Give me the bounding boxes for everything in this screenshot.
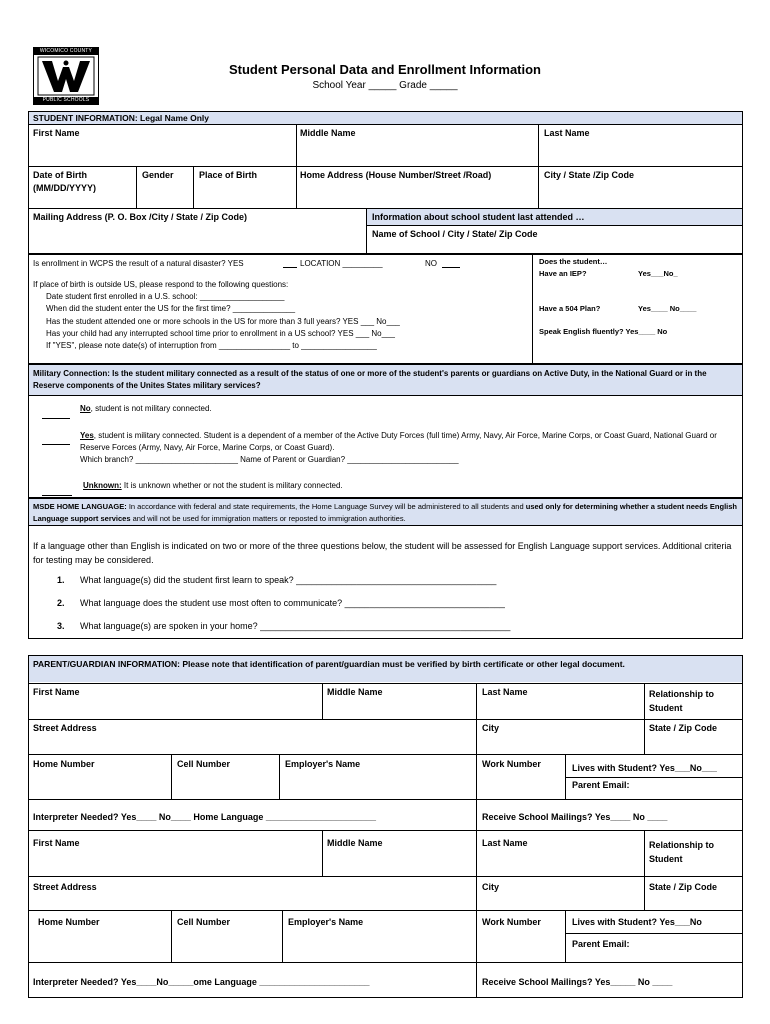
military-unknown-option bbox=[83, 481, 343, 490]
disaster-yes-blank[interactable] bbox=[283, 259, 297, 268]
military-yes-blank[interactable] bbox=[42, 436, 70, 445]
parent2-street-label: Street Address bbox=[33, 882, 97, 892]
does-student-label: Does the student… bbox=[539, 257, 608, 266]
parent2-interpreter-line: Interpreter Needed? Yes____No_____ome Language ______________________ bbox=[33, 977, 370, 987]
military-yes-option bbox=[80, 430, 720, 454]
parent2-lives-with-label: Lives with Student? Yes___No bbox=[572, 917, 702, 927]
language-q3-number: 3. bbox=[57, 621, 65, 631]
parent2-middle-name-label: Middle Name bbox=[327, 838, 383, 848]
parent2-cell-number-label: Cell Number bbox=[177, 917, 231, 927]
plan504-options: Yes____ No____ bbox=[638, 304, 697, 313]
language-notice-mid: In accordance with federal and state requirements, the Home Language Survey will be administered to all students and bbox=[126, 502, 526, 511]
last-school-title: Information about school student last attended … bbox=[372, 212, 585, 222]
military-unknown-blank[interactable] bbox=[42, 487, 72, 496]
language-intro: If a language other than English is indicated on two or more of the three questions below, the student will be assessed for English Language support services. Additional criteria for testing may be considered. bbox=[33, 541, 732, 565]
school-year-grade: School Year _____ Grade _____ bbox=[312, 80, 458, 91]
first-time-us-question: When did the student enter the US for the first time? ______________ bbox=[46, 304, 296, 313]
disaster-question: Is enrollment in WCPS the result of a natural disaster? YES bbox=[33, 259, 244, 268]
parent2-employer-label: Employer's Name bbox=[288, 917, 364, 927]
disaster-no: NO bbox=[425, 259, 437, 268]
military-branch-line: Which branch? _______________________ Name of Parent or Guardian? _________________________ bbox=[80, 455, 459, 464]
student-section-header bbox=[29, 112, 742, 124]
parent1-mailings-line: Receive School Mailings? Yes____ No ____ bbox=[482, 812, 668, 822]
parent1-relationship-label: Relationship to Student bbox=[649, 689, 714, 713]
form-title: Student Personal Data and Enrollment Information bbox=[228, 62, 542, 77]
interrupted-school-question: Has your child had any interrupted school time prior to enrollment in a US school? YES ___ No___ bbox=[46, 329, 395, 338]
dob-format-label: (MM/DD/YYYY) bbox=[33, 183, 96, 193]
interruption-dates: If "YES", please note date(s) of interruption from ________________ to _________________ bbox=[46, 341, 377, 350]
parent2-relationship-label: Relationship to Student bbox=[649, 840, 714, 864]
parent1-interpreter-line: Interpreter Needed? Yes____ No____ Home Language ______________________ bbox=[33, 812, 377, 822]
military-yes-text: , student is military connected. Student is a dependent of a member of the Active Duty Forces (full time) Army, Navy, Air Force, Marine Corps, or Coast Guard, National Guard or Reserve Forces (Army, Navy, Air Force, Marine Corps, or Coast Guard). bbox=[80, 431, 717, 452]
military-unknown-text: It is unknown whether or not the student is military connected. bbox=[121, 481, 343, 490]
military-no-blank[interactable] bbox=[42, 410, 70, 419]
parent1-street-label: Street Address bbox=[33, 723, 97, 733]
language-notice-lead: MSDE HOME LANGUAGE: bbox=[33, 502, 127, 511]
schools-3-years-question: Has the student attended one or more schools in the US for more than 3 full years? YES ___ No___ bbox=[46, 317, 400, 326]
parent2-first-name-label: First Name bbox=[33, 838, 80, 848]
iep-options: Yes___No_ bbox=[638, 269, 678, 278]
parent-guardian-section bbox=[28, 655, 743, 998]
plan504-label: Have a 504 Plan? bbox=[539, 304, 601, 313]
student-middle-name-label: Middle Name bbox=[300, 128, 356, 138]
parent1-work-number-label: Work Number bbox=[482, 759, 541, 769]
parent1-state-zip-label: State / Zip Code bbox=[649, 723, 718, 733]
student-first-name-label: First Name bbox=[33, 128, 80, 138]
language-q2[interactable]: What language does the student use most often to communicate? ________________________________ bbox=[80, 598, 505, 608]
parent1-email-label: Parent Email: bbox=[572, 780, 630, 790]
language-q1[interactable]: What language(s) did the student first learn to speak? ________________________________________ bbox=[80, 575, 497, 585]
home-address-label: Home Address (House Number/Street /Road) bbox=[300, 170, 492, 180]
language-q1-number: 1. bbox=[57, 575, 65, 585]
logo-top-text: WICOMICO COUNTY bbox=[34, 48, 98, 55]
disaster-no-blank[interactable] bbox=[442, 259, 460, 268]
parent1-first-name-label: First Name bbox=[33, 687, 80, 697]
disaster-location: LOCATION _________ bbox=[300, 259, 383, 268]
english-fluent-question: Speak English fluently? Yes____ No bbox=[539, 327, 668, 336]
parent1-cell-number-label: Cell Number bbox=[177, 759, 231, 769]
language-notice-end: and will not be used for immigration matters or reposted to immigration authorities. bbox=[130, 514, 406, 523]
birth-outside-us-prompt: If place of birth is outside US, please respond to the following questions: bbox=[33, 280, 289, 289]
iep-label: Have an IEP? bbox=[539, 269, 587, 278]
parent2-email-label: Parent Email: bbox=[572, 939, 630, 949]
military-no-text: , student is not military connected. bbox=[90, 404, 212, 413]
parent2-state-zip-label: State / Zip Code bbox=[649, 882, 718, 892]
student-last-name-label: Last Name bbox=[544, 128, 590, 138]
language-notice bbox=[33, 501, 738, 525]
mailing-address-label: Mailing Address (P. O. Box /City / State / Zip Code) bbox=[33, 212, 248, 222]
military-question: Military Connection: Is the student military connected as a result of the status of one or more of the student's parents or guardians on Active Duty, in the National Guard or in the Reserve components of the Unites States military services? bbox=[33, 369, 707, 390]
parent2-mailings-line: Receive School Mailings? Yes_____ No ____ bbox=[482, 977, 673, 987]
language-q3[interactable]: What language(s) are spoken in your home? __________________________________________________ bbox=[80, 621, 511, 631]
military-no-key: No bbox=[80, 404, 91, 413]
last-school-fields: Name of School / City / State/ Zip Code bbox=[372, 229, 538, 239]
parent1-employer-label: Employer's Name bbox=[285, 759, 361, 769]
parent1-middle-name-label: Middle Name bbox=[327, 687, 383, 697]
student-section-title: STUDENT INFORMATION: Legal Name Only bbox=[33, 113, 209, 123]
language-notice-bold: used only for determining whether a student needs English Language support services bbox=[33, 502, 738, 523]
place-of-birth-label: Place of Birth bbox=[199, 170, 258, 180]
parent1-home-number-label: Home Number bbox=[33, 759, 95, 769]
military-unknown-key: Unknown: bbox=[83, 481, 122, 490]
dob-label: Date of Birth bbox=[33, 170, 87, 180]
parent2-city-label: City bbox=[482, 882, 500, 892]
military-no-option bbox=[80, 404, 212, 413]
parent-section-title: PARENT/GUARDIAN INFORMATION: Please note that identification of parent/guardian must be verified by birth certificate or other legal document. bbox=[33, 659, 625, 669]
parent1-last-name-label: Last Name bbox=[482, 687, 528, 697]
gender-label: Gender bbox=[142, 170, 174, 180]
parent2-home-number-label: Home Number bbox=[38, 917, 100, 927]
first-enrolled-question: Date student first enrolled in a U.S. school: ___________________ bbox=[46, 292, 285, 301]
logo-bottom-text: PUBLIC SCHOOLS bbox=[34, 97, 98, 104]
language-q2-number: 2. bbox=[57, 598, 65, 608]
parent1-city-label: City bbox=[482, 723, 500, 733]
city-state-zip-label: City / State /Zip Code bbox=[544, 170, 635, 180]
parent1-lives-with-label: Lives with Student? Yes___No___ bbox=[572, 763, 717, 773]
parent2-work-number-label: Work Number bbox=[482, 917, 541, 927]
parent2-last-name-label: Last Name bbox=[482, 838, 528, 848]
military-yes-key: Yes bbox=[80, 431, 94, 440]
